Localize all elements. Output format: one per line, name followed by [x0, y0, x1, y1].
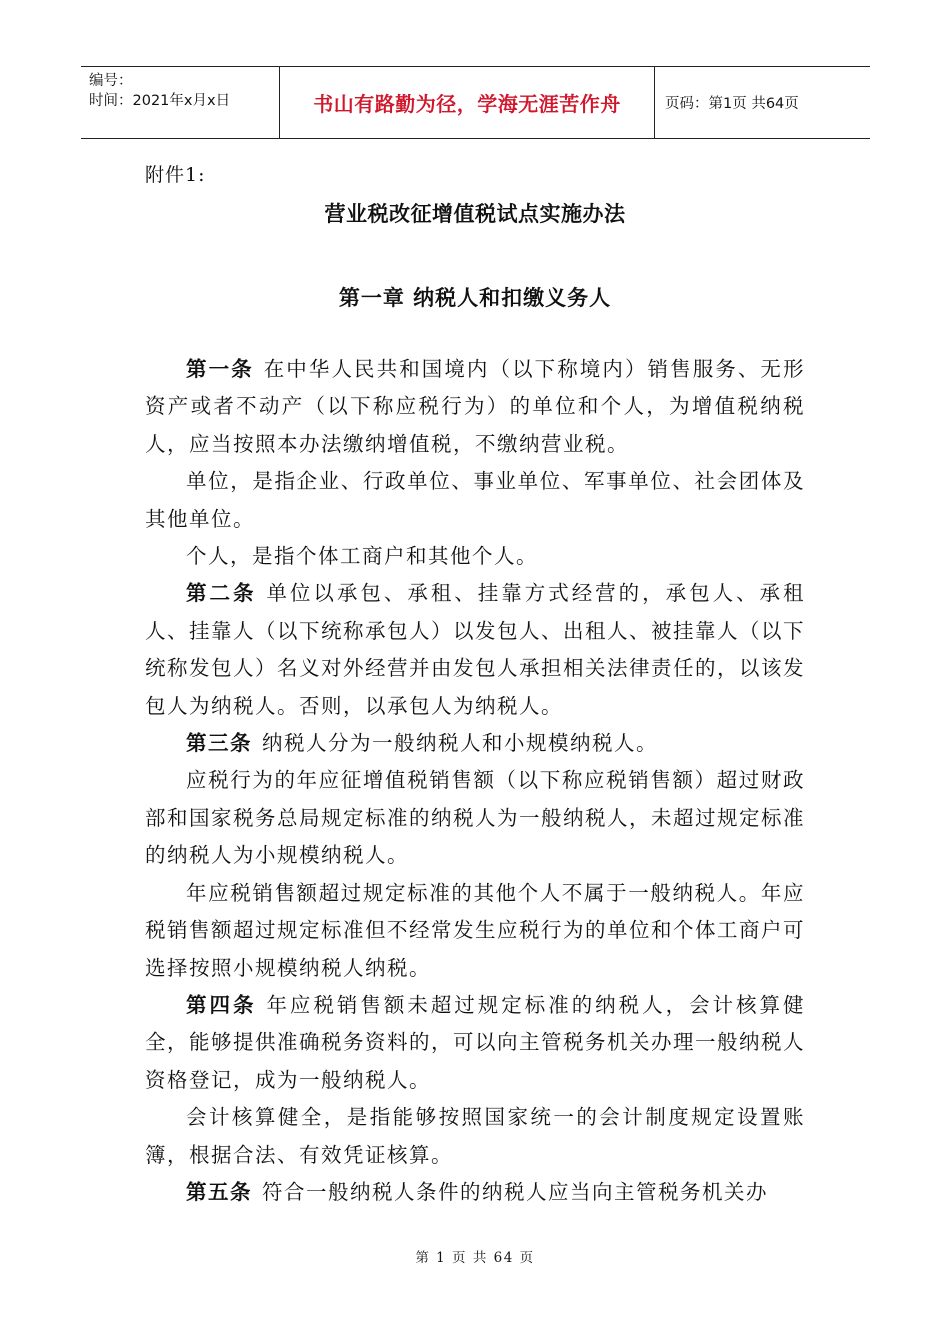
paragraph-8 [145, 987, 805, 1099]
header-page-info: 页码：第1页 共64页 [665, 96, 799, 112]
paragraph-7 [145, 875, 805, 987]
paragraph-6 [145, 762, 805, 874]
article-label: 第三条 [186, 731, 252, 756]
paragraph-text: 单位以承包、承租、挂靠方式经营的，承包人、承租人、挂靠人（以下统称承包人）以发包人、出租人、被挂靠人（以下统称发包人）名义对外经营并由发包人承担相关法律责任的，以该发包人为纳税人。否则，以承包人为纳税人。 [145, 581, 806, 718]
paragraph-text: 单位，是指企业、行政单位、事业单位、军事单位、社会团体及其他单位。 [145, 469, 805, 531]
paragraph-text: 纳税人分为一般纳税人和小规模纳税人。 [262, 731, 658, 756]
paragraph-text: 应税行为的年应征增值税销售额（以下称应税销售额）超过财政部和国家税务总局规定标准的纳税人为一般纳税人，未超过规定标准的纳税人为小规模纳税人。 [145, 768, 805, 868]
document-title: 营业税改征增值税试点实施办法 [324, 201, 626, 226]
paragraph-10 [145, 1174, 805, 1211]
number-label: 编号： [89, 73, 133, 89]
time-label: 时间：2021年x月x日 [89, 93, 231, 109]
chapter-heading: 第一章 纳税人和扣缴义务人 [338, 285, 612, 310]
header-meta [81, 67, 279, 138]
article-label: 第一条 [186, 357, 254, 381]
paragraph-5 [145, 725, 805, 762]
paragraph-1 [145, 351, 805, 463]
paragraph-text: 年应税销售额未超过规定标准的纳税人，会计核算健全，能够提供准确税务资料的，可以向主管税务机关办理一般纳税人资格登记，成为一般纳税人。 [145, 992, 806, 1092]
page-header [81, 66, 870, 139]
paragraph-text: 会计核算健全，是指能够按照国家统一的会计制度规定设置账簿，根据合法、有效凭证核算。 [145, 1105, 805, 1167]
paragraph-text: 个人，是指个体工商户和其他个人。 [186, 544, 538, 569]
paragraph-4 [145, 575, 805, 725]
paragraph-text: 在中华人民共和国境内（以下称境内）销售服务、无形资产或者不动产（以下称应税行为）的单位和个人，为增值税纳税人，应当按照本办法缴纳增值税，不缴纳营业税。 [145, 357, 806, 456]
article-label: 第五条 [186, 1179, 252, 1204]
paragraph-text: 符合一般纳税人条件的纳税人应当向主管税务机关办 [262, 1179, 768, 1204]
header-motto: 书山有路勤为径，学海无涯苦作舟 [279, 67, 655, 138]
page-footer: 第 1 页 共 64 页 [415, 1250, 535, 1266]
document-body [145, 351, 805, 1211]
article-label: 第二条 [186, 581, 257, 606]
paragraph-text: 年应税销售额超过规定标准的其他个人不属于一般纳税人。年应税销售额超过规定标准但不经常发生应税行为的单位和个体工商户可选择按照小规模纳税人纳税。 [145, 880, 805, 980]
article-label: 第四条 [186, 992, 257, 1017]
attachment-label: 附件1: [145, 164, 206, 186]
paragraph-2 [145, 463, 805, 538]
paragraph-3 [145, 538, 805, 575]
paragraph-9 [145, 1099, 805, 1174]
